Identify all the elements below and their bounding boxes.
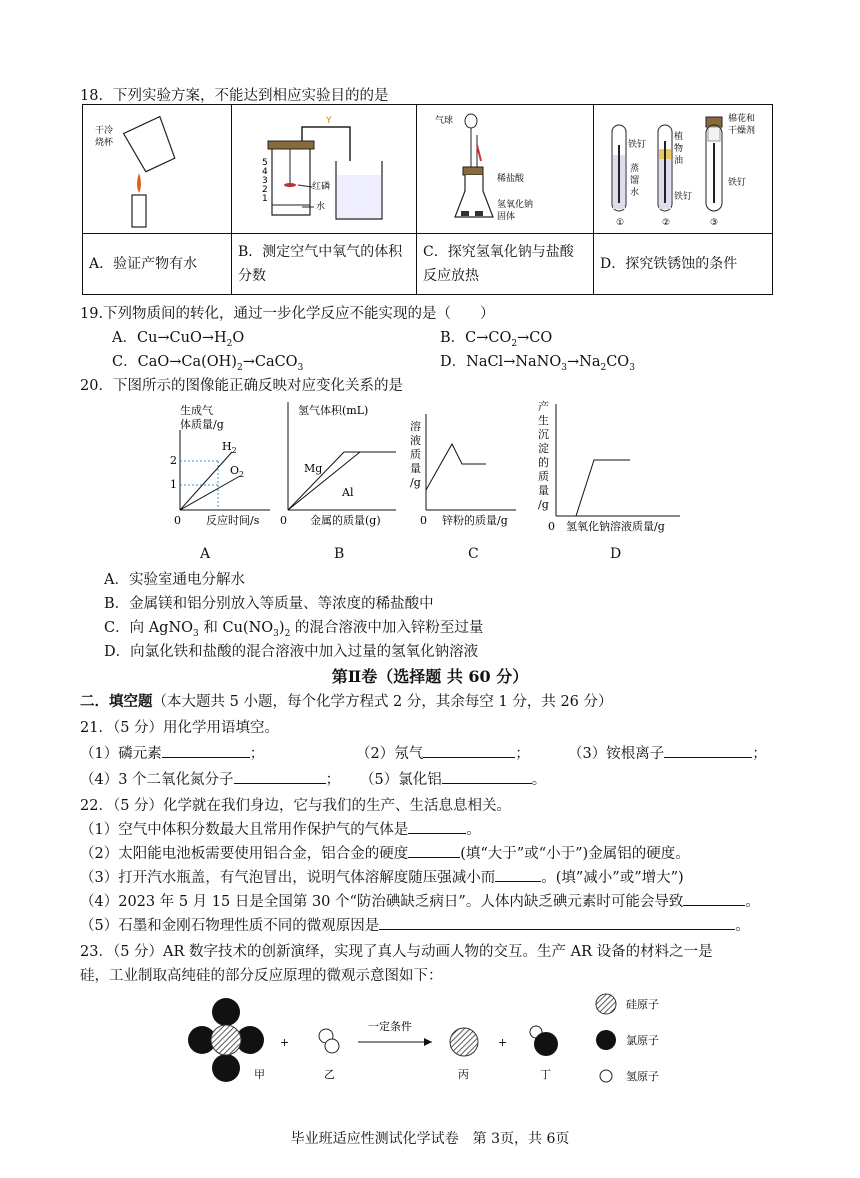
nail-label-2: 铁钉 [674,192,693,202]
molecule-label-jia: 甲 [254,1068,265,1081]
acid-label: 稀盐酸 [497,174,525,184]
graph-d-ylabel-7: 量 [538,484,549,497]
q22-part-2: （2）太阳能电池板需要使用铝合金，铝合金的硬度 (填“大于”或“小于”)金属铝的硬度。 [80,842,690,863]
q21-part-2: （2）氖气 ； [356,742,530,763]
graph-a-ylabel-1: 生成气 [180,404,213,417]
graph-a-tick-2: 2 [170,454,177,467]
water-label-2: 馏 [630,176,640,186]
graph-b-series-mg: Mg [304,462,323,475]
q19-option-a: A．$Cu\to CuO\to H_2O$ [112,330,245,349]
mark-5: 5 [262,158,268,168]
plus-sign-1: + [280,1036,290,1049]
graph-b [280,402,396,527]
graph-b-ylabel: 氢气体积(mL) [298,404,369,417]
page-footer: 毕业班适应性测试化学试卷 第 3页，共 6页 [290,1131,570,1147]
graph-d-ylabel-8: /g [538,498,549,511]
q22-stem: 22．（5 分）化学就在我们身边，它与我们的生产、生活息息相关。 [80,798,512,814]
graph-d-xlabel: 氢氧化钠溶液质量/g [566,520,665,533]
graph-c [410,414,516,527]
q20-choice-b: B．金属镁和铝分别放入等质量、等浓度的稀盐酸中 [104,596,434,612]
mark-1: 1 [262,194,268,204]
legend-h: 氢原子 [626,1070,659,1083]
q19-option-b: B．$C\to CO_2\to CO$ [440,330,553,349]
graph-d-ylabel-6: 质 [538,470,549,483]
fig-c-cell [417,105,594,234]
molecule-sicl4 [188,998,264,1082]
q20-choice-a: A．实验室通电分解水 [104,572,245,588]
fig-d-cell [594,105,773,234]
graph-c-origin: 0 [420,514,427,527]
q20-stem: 20．下图所示的图像能正确反映对应变化关系的是 [80,378,403,394]
q21-part-5: （5）氯化铝 。 [360,768,546,789]
naoh-label-1: 氢氧化钠 [497,200,534,210]
graph-c-letter: C [468,546,479,562]
phosphorus-apparatus-figure [232,105,416,229]
q18-option-c: C．探究氢氧化钠与盐酸反应放热 [417,234,594,295]
legend [596,994,659,1083]
mark-3: 3 [262,176,268,186]
graph-a-origin: 0 [174,514,181,527]
q22-part-3: （3）打开汽水瓶盖，有气泡冒出，说明气体溶解度随压强减小而 。(填”减小”或”增大”) [80,866,684,887]
graph-d [538,400,680,533]
graph-b-letter: B [334,546,345,562]
oil-label-2: 物 [674,144,684,154]
naoh-label-2: 固体 [497,212,516,222]
q18-option-b: B．测定空气中氧气的体积分数 [232,234,417,295]
graph-c-ylabel-3: 质 [410,448,421,461]
cotton-label-1: 棉花和 [728,114,756,124]
water-label: 水 [316,202,326,212]
q21-blank-3[interactable] [664,743,752,758]
nail-label-1: 铁钉 [628,140,647,150]
reaction-condition: 一定条件 [368,1020,412,1033]
graph-a-tick-1: 1 [170,478,177,491]
graph-d-ylabel-2: 生 [538,414,549,427]
graph-d-origin: 0 [548,520,555,533]
graph-d-ylabel-5: 的 [538,456,549,469]
q21-part-1: （1）磷元素 ； [80,742,264,763]
plus-sign-2: + [498,1036,508,1049]
q18-table [82,104,773,295]
q21-blank-4[interactable] [234,769,326,784]
graph-d-ylabel-1: 产 [538,400,549,413]
graph-a-xlabel: 反应时间/s [206,514,260,527]
q19-option-c: C．$CaO\to Ca(OH)_2\to CaCO_3$ [112,354,304,373]
nail-label-3: 铁钉 [728,178,747,188]
balloon-flask-figure [417,105,593,229]
cotton-label-2: 干燥剂 [728,126,756,136]
water-label-3: 水 [630,188,640,198]
graph-a [170,403,270,527]
legend-si: 硅原子 [626,998,659,1011]
q21-part-3: （3）铵根离子 ； [568,742,767,763]
q20-graphs [170,400,700,546]
q18-stem: 18．下列实验方案，不能达到相应实验目的的是 [80,88,389,104]
q21-part-4: （4）3 个二氧化氮分子 ； [80,768,340,789]
graph-d-ylabel-4: 淀 [538,442,549,455]
q21-blank-2[interactable] [423,743,515,758]
mark-2: 2 [262,185,268,195]
q21-blank-5[interactable] [442,769,532,784]
mark-4: 4 [262,167,268,177]
molecule-label-bing: 丙 [458,1068,469,1081]
q22-blank-5[interactable] [379,915,735,930]
q22-blank-4[interactable] [683,891,745,906]
balloon-label: 气球 [435,116,454,126]
clamp-icon: Y [326,116,332,126]
q18-option-a: A．验证产物有水 [83,234,232,295]
molecule-si [450,1028,478,1056]
fig-a-label-2: 烧杯 [95,138,114,148]
graph-c-ylabel-2: 液 [410,434,421,447]
water-label-1: 蒸 [630,164,640,174]
q19-stem: 19.下列物质间的转化，通过一步化学反应不能实现的是（ ） [80,306,495,322]
graph-c-ylabel-5: /g [410,476,421,489]
candle-figure [83,105,231,229]
q21-stem: 21．（5 分）用化学用语填空。 [80,720,280,736]
q22-blank-2[interactable] [408,843,460,858]
fig-a-cell [83,105,232,234]
graph-b-xlabel: 金属的质量(g) [310,514,381,527]
graph-a-series-o2: $O_2$ [230,464,245,479]
q19-option-d: D．$NaCl\to NaNO_3\to Na_2CO_3$ [440,354,635,373]
section-2-title: 第Ⅱ卷（选择题 共 60 分） [331,667,529,686]
molecule-label-ding: 丁 [540,1068,551,1081]
graph-c-ylabel-1: 溶 [410,420,421,433]
q23-line-1: 23．（5 分）AR 数字技术的创新演绎，实现了真人与动画人物的交互。生产 AR 设备的材料之一是 [80,944,713,960]
fig-b-cell [232,105,417,234]
graph-b-origin: 0 [280,514,287,527]
oil-label-3: 油 [674,156,684,166]
graph-b-series-al: Al [342,486,354,499]
molecule-hcl [530,1026,558,1056]
legend-cl: 氯原子 [626,1034,659,1047]
fig-a-label-1: 干冷 [95,126,114,136]
molecule-label-yi: 乙 [324,1068,335,1081]
q23-micro-diagram [180,990,700,1100]
red-phosphorus-label: 红磷 [312,182,331,192]
graph-c-xlabel: 锌粉的质量/g [442,514,508,527]
iron-nail-tubes-figure [594,105,772,229]
q20-choice-d: D．向氯化铁和盐酸的混合溶液中加入过量的氢氧化钠溶液 [104,644,479,660]
graph-d-ylabel-3: 沉 [538,428,549,441]
tube-number-2: ② [662,218,671,228]
tube-number-3: ③ [710,218,719,228]
section-2-heading: 二．填空题（本大题共 5 小题，每个化学方程式 2 分，其余每空 1 分，共 26 分） [80,693,613,710]
q21-blank-1[interactable] [162,743,250,758]
molecule-h2 [319,1029,339,1053]
q22-part-5: （5）石墨和金刚石物理性质不同的微观原因是 。 [80,914,750,935]
graph-d-letter: D [610,546,622,562]
q18-option-d: D．探究铁锈蚀的条件 [594,234,773,295]
graph-a-letter: A [200,546,211,562]
q22-blank-3[interactable] [495,867,541,882]
oil-label-1: 植 [674,132,684,142]
q22-part-4: （4）2023 年 5 月 15 日是全国第 30 个“防治碘缺乏病日”。人体内缺乏碘元素时可能会导致 。 [80,890,760,911]
q22-blank-1[interactable] [408,819,466,834]
q22-part-1: （1）空气中体积分数最大且常用作保护气的气体是 。 [80,818,481,839]
q23-line-2: 硅，工业制取高纯硅的部分反应原理的微观示意图如下： [80,968,443,984]
tube-number-1: ① [616,218,625,228]
q20-choice-c: C．向 AgNO$_3$ 和 $Cu(NO_3)_2$ 的混合溶液中加入锌粉至过量 [104,620,484,639]
graph-c-ylabel-4: 量 [410,462,421,475]
graph-a-series-h2: $H_2$ [222,440,237,455]
graph-a-ylabel-2: 体质量/g [180,418,224,431]
